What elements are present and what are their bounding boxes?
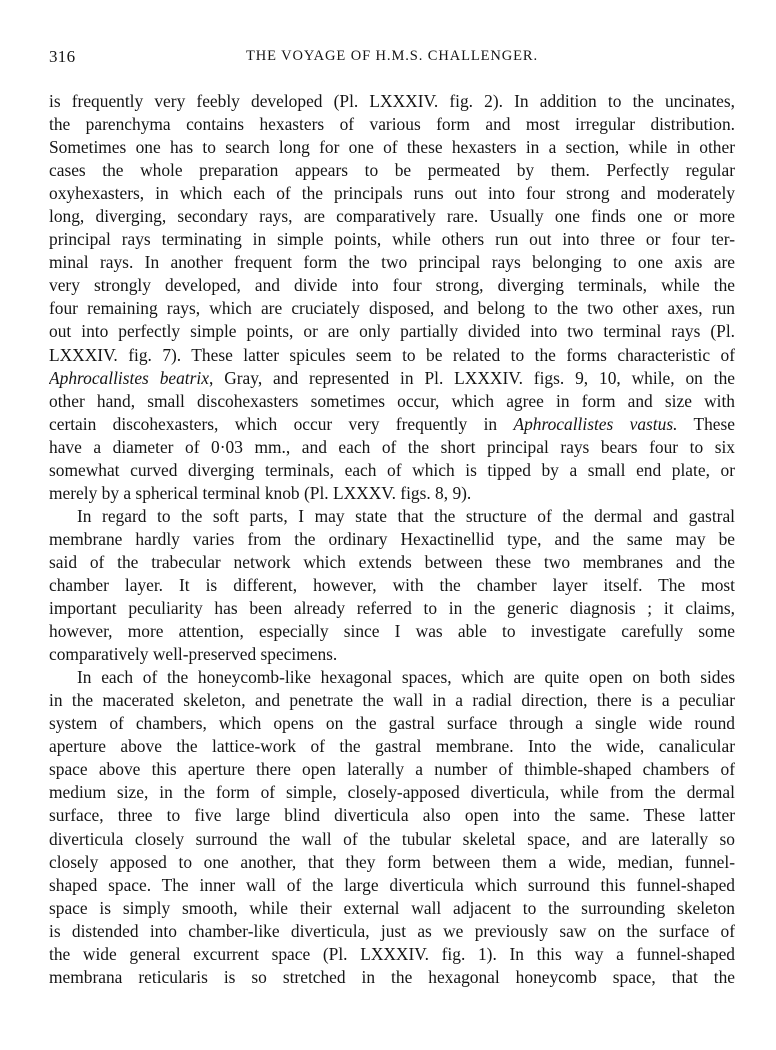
text-segment: oxyhexasters, in which each of the principals runs out into four strong and moderately [49,183,735,204]
text-line [49,943,735,966]
text-segment: LXXXIV. fig. 7). These latter spicules seem to be related to the forms characteristic of [49,344,735,365]
body-text [49,90,735,989]
text-segment: in the macerated skeleton, and penetrate the wall in a radial direction, there is a peculiar [49,690,735,711]
text-segment: , Gray, and represented in Pl. LXXXIV. figs. 9, 10, while, on the [208,367,735,388]
text-segment: closely apposed to one another, that they form between them a wide, median, funnel- [49,851,735,872]
text-segment: principal rays terminating in simple points, while others run out into three or four ter- [49,229,735,250]
text-line [49,413,735,436]
text-line [49,390,735,413]
text-segment: the wide general excurrent space (Pl. LXXXIV. fig. 1). In this way a funnel-shaped [49,943,735,964]
text-segment: is distended into chamber-like diverticula, just as we previously saw on the surface of [49,920,735,941]
text-line [49,297,735,320]
text-segment: important peculiarity has been already referred to in the generic diagnosis ; it claims, [49,598,735,619]
text-segment: membrana reticularis is so stretched in the hexagonal honeycomb space, that the [49,966,735,987]
italic-text: Aphrocallistes vastus. [513,413,678,434]
text-segment: chamber layer. It is different, however, with the chamber layer itself. The most [49,574,735,595]
text-line [49,804,735,827]
text-line [49,459,735,482]
text-segment: is frequently very feebly developed (Pl. LXXXIV. fig. 2). In addition to the uncinates, [49,91,735,111]
paragraph [49,666,735,989]
text-line [49,689,735,712]
text-line [49,758,735,781]
text-segment: space is simply smooth, while their external wall adjacent to the surrounding skeleton [49,897,735,918]
text-line [49,920,735,943]
page-number: 316 [49,47,76,66]
text-line [49,505,735,528]
text-line [49,251,735,274]
text-segment: diverticula closely surround the wall of the tubular skeletal space, and are laterally so [49,828,735,849]
text-segment: space above this aperture there open laterally a number of thimble-shaped chambers of [49,759,735,780]
text-segment: said of the trabecular network which extends between these two membranes and the [49,551,735,572]
text-line [49,735,735,758]
text-segment: aperture above the lattice-work of the gastral membrane. Into the wide, canalicular [49,736,735,757]
text-segment: minal rays. In another frequent form the two principal rays belonging to one axis are [49,252,735,273]
text-line [49,320,735,343]
text-line [49,159,735,182]
text-segment: Sometimes one has to search long for one of these hexasters in a section, while in other [49,137,735,158]
text-line [49,828,735,851]
text-line [49,205,735,228]
text-line [49,367,735,390]
text-line [49,528,735,551]
text-segment: cases the whole preparation appears to be permeated by them. Perfectly regular [49,160,735,181]
text-segment: medium size, in the form of simple, closely-apposed diverticula, while from the dermal [49,782,735,803]
text-line [49,712,735,735]
text-line [49,136,735,159]
text-line [49,228,735,251]
text-line [49,182,735,205]
text-segment: These [677,413,735,434]
text-line [49,436,735,459]
text-segment: shaped space. The inner wall of the large diverticula which surround this funnel-shaped [49,874,735,895]
text-line [49,874,735,897]
text-segment: have a diameter of 0·03 mm., and each of the short principal rays bears four to six [49,436,735,457]
text-segment: merely by a spherical terminal knob (Pl. LXXXV. figs. 8, 9). [49,482,472,503]
text-segment: out into perfectly simple points, or are only partially divided into two terminal rays (Pl. [49,321,735,342]
text-segment: In regard to the soft parts, I may state that the structure of the dermal and gastral [77,505,735,526]
text-line [49,274,735,297]
text-segment: In each of the honeycomb-like hexagonal spaces, which are quite open on both sides [77,667,735,688]
text-line [49,482,735,505]
text-line [49,666,735,689]
text-line [49,897,735,920]
text-segment: comparatively well-preserved specimens. [49,644,338,665]
italic-text: Aphrocallistes beatrix [49,367,209,388]
text-segment: other hand, small discohexasters sometimes occur, which agree in form and size with [49,390,735,411]
text-line [49,781,735,804]
text-line [49,90,735,113]
paragraph [49,90,735,505]
text-segment: certain discohexasters, which occur very frequently in [49,413,514,434]
text-line [49,851,735,874]
text-segment: long, diverging, secondary rays, are comparatively rare. Usually one finds one or more [49,206,735,227]
text-line [49,551,735,574]
text-line [49,597,735,620]
text-segment: somewhat curved diverging terminals, each of which is tipped by a small end plate, or [49,459,735,480]
text-line [49,574,735,597]
text-segment: however, more attention, especially since I was able to investigate carefully some [49,621,735,642]
page-header [49,47,735,71]
text-segment: the parenchyma contains hexasters of various form and most irregular distribution. [49,114,735,135]
text-line [49,344,735,367]
text-line [49,966,735,989]
text-segment: surface, three to five large blind diverticula also open into the same. These latter [49,805,735,826]
text-line [49,113,735,136]
text-line [49,620,735,643]
text-line [49,643,735,666]
text-segment: very strongly developed, and divide into four strong, diverging terminals, while the [49,275,735,296]
paragraph [49,505,735,666]
text-segment: system of chambers, which opens on the gastral surface through a single wide round [49,713,735,734]
text-segment: four remaining rays, which are cruciately disposed, and belong to the two other axes, run [49,298,735,319]
running-title: THE VOYAGE OF H.M.S. CHALLENGER. [246,48,538,64]
text-segment: membrane hardly varies from the ordinary Hexactinellid type, and the same may be [49,528,735,549]
